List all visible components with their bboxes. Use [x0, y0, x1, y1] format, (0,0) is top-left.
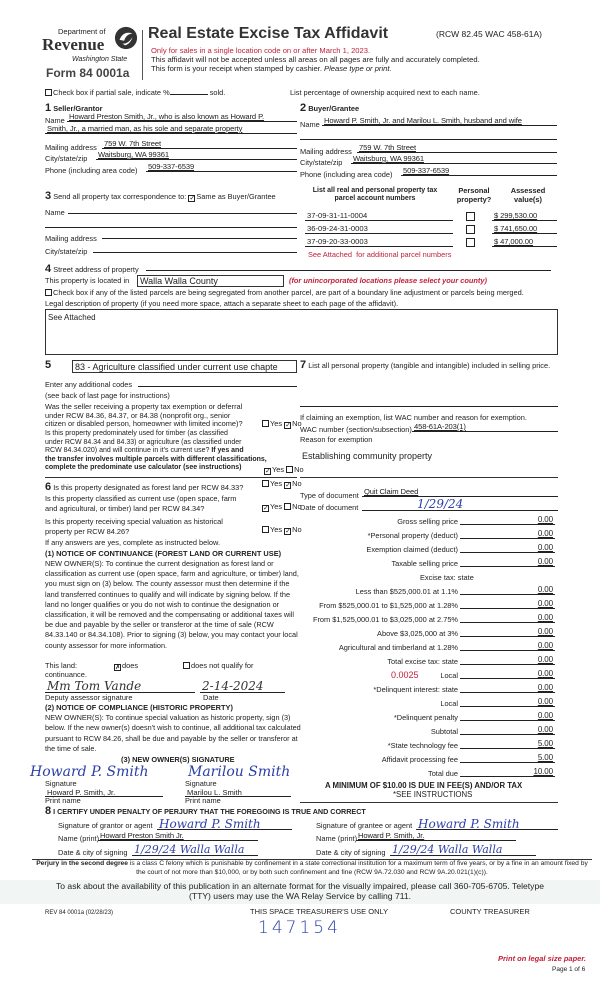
print-name-label: Print name: [45, 796, 81, 805]
timber-yes-no: ✓Yes No: [265, 465, 304, 475]
yes-instructions: If any answers are yes, complete as instructed below.: [45, 538, 220, 547]
document-date-label: Date of document: [300, 503, 359, 512]
seller-heading: 1 Seller/Grantor: [45, 102, 103, 114]
parcel-number-field[interactable]: 37-09-20-33-0003: [305, 237, 453, 247]
tax-row-label: From $525,000.01 to $1,525,000 at 1.28%: [319, 601, 458, 610]
washington-state-label: Washington State: [72, 56, 128, 63]
wac-label: WAC number (section/subsection): [300, 425, 412, 434]
tax-row-label: Local: [440, 699, 458, 708]
owner-2-print-name[interactable]: Marilou L. Smith: [185, 788, 291, 797]
exemption-yes-no: Yes ✓No: [262, 420, 302, 429]
current-use-yes-no: ✓Yes No: [263, 502, 302, 512]
located-label: This property is located in: [45, 276, 130, 285]
tax-row-label: Subtotal: [430, 727, 458, 736]
deputy-assessor-signature[interactable]: Mm Tom Vande: [45, 680, 195, 693]
legal-size-note: Print on legal size paper.: [498, 954, 586, 963]
corr-mail-field[interactable]: [102, 230, 297, 239]
buyer-mail-label: Mailing address: [300, 147, 352, 156]
tax-row-label: Agricultural and timberland at 1.28%: [338, 643, 458, 652]
tax-row-value[interactable]: 0.00: [460, 599, 555, 609]
timber-yes-checkbox[interactable]: ✓: [265, 468, 271, 475]
tax-row-label: Less than $525,000.01 at 1.1%: [355, 587, 458, 596]
forest-question: 6 Is this property designated as forest land per RCW 84.33?: [45, 481, 244, 493]
partial-percent-field[interactable]: [170, 94, 208, 95]
current-use-no-checkbox[interactable]: [284, 503, 291, 510]
reason-value[interactable]: Establishing community property: [302, 451, 433, 461]
tax-row-label: Local: [440, 671, 458, 680]
seller-city-label: City/state/zip: [45, 154, 88, 163]
tax-row-label: Exemption claimed (deduct): [366, 545, 458, 554]
document-date-field[interactable]: 1/29/24: [362, 498, 558, 511]
tax-row-label: *State technology fee: [387, 741, 458, 750]
parcel-col-header: List all real and personal property tax parcel account numbers: [312, 187, 438, 203]
grantee-date-city[interactable]: 1/29/24 Walla Walla: [390, 843, 536, 856]
buyer-name-field-2[interactable]: [300, 130, 557, 140]
segregation-checkbox[interactable]: [45, 289, 52, 296]
land-use-code-select[interactable]: 83 - Agriculture classified under current use chapte: [72, 360, 297, 373]
buyer-heading: 2 Buyer/Grantee: [300, 102, 360, 114]
tax-row-value[interactable]: 0.00: [460, 627, 555, 637]
personal-property-checkbox[interactable]: [466, 212, 475, 221]
county-select[interactable]: Walla Walla County: [137, 275, 284, 287]
personal-property-checkbox[interactable]: [466, 225, 475, 234]
continuance-text: NEW OWNER(S): To continue the current designation as forest land or classification as current use (open space, farm and agriculture, or timber) land, you must sign on (3) below. The county assessor must then determine if the land transferred continues to qualify and will indicate by signing below. If the land no longer qualifies or you do not wish to continue the designation or classification, it will be removed and the compensating or additional taxes will be due and payable by the seller or transferor at the time of sale (RCW 84.33.140 or 84.34.108). Prior to signing (3) below, you may contact your local county assessor for more information.: [45, 559, 299, 650]
dept-label: Department of: [58, 27, 106, 36]
sales-notice: Only for sales in a single location code on or after March 1, 2023.: [151, 46, 371, 55]
tax-row-label: *Delinquent interest: state: [373, 685, 458, 694]
grantor-date-city[interactable]: 1/29/24 Walla Walla: [132, 843, 258, 856]
owner-1-print-name[interactable]: Howard P. Smith, Jr.: [45, 788, 163, 797]
tax-row-label: *Delinquent penalty: [393, 713, 458, 722]
partial-sale-checkbox[interactable]: [45, 89, 52, 96]
owner-1-signature[interactable]: Howard P. Smith: [30, 764, 149, 780]
revenue-logo-text: Revenue: [42, 35, 105, 54]
assessor-date[interactable]: 2-14-2024: [200, 680, 285, 693]
personal-property-checkbox[interactable]: [466, 238, 475, 247]
signature-label: Signature: [45, 778, 77, 788]
reason-label: Reason for exemption: [300, 435, 373, 444]
exemption-instructions: If claiming an exemption, list WAC number and reason for exemption.: [300, 413, 527, 422]
page-number: Page 1 of 6: [552, 966, 586, 973]
street-address-field[interactable]: [146, 263, 551, 271]
tax-row-value[interactable]: 0.00: [460, 697, 555, 707]
tax-row-label: Total excise tax: state: [387, 657, 458, 666]
tax-row-value[interactable]: 0.00: [460, 641, 555, 651]
exemption-yes-checkbox[interactable]: [262, 420, 269, 427]
parcel-number-field[interactable]: 37-09-31-11-0004: [305, 211, 453, 221]
grantor-name-field[interactable]: Howard Preston Smith Jr.: [98, 831, 258, 841]
form-title: Real Estate Excise Tax Affidavit: [148, 25, 389, 42]
legal-description-field[interactable]: See Attached: [45, 309, 558, 355]
assessor-date-label: Date: [203, 693, 219, 702]
partial-sale: Check box if partial sale, indicate % sold.: [45, 89, 225, 98]
tax-row-label: Total due: [428, 769, 458, 778]
wac-number-field[interactable]: 458-61A-203(1): [412, 422, 558, 432]
county-treasurer-label: COUNTY TREASURER: [450, 907, 530, 916]
seller-name-field-2[interactable]: Smith, Jr., a married man, as his sole and separate property: [45, 124, 297, 134]
grantor-signature-label: Signature of grantor or agent: [58, 821, 153, 830]
local-tax-rate: 0.0025: [391, 670, 419, 680]
grantee-signature-label: Signature of grantee or agent: [316, 821, 413, 830]
seller-name-field[interactable]: Howard Preston Smith, Jr., who is also known as Howard P.: [67, 112, 297, 122]
same-as-buyer-checkbox[interactable]: ✓: [189, 195, 196, 202]
rcw-reference: (RCW 82.45 WAC 458-61A): [436, 29, 542, 39]
historic-question: Is this property receiving special valuation as historical property per RCW 84.26?: [45, 517, 223, 536]
corr-name-field-2[interactable]: [45, 219, 297, 228]
accessibility-notice: To ask about the availability of this publication in an alternate format for the visually impaired, please call 360-705-6705. Teletype (TTY) users may use the WA Relay Service by calling 711.: [55, 881, 545, 901]
document-type-label: Type of document: [300, 491, 359, 500]
street-address-label: 4 Street address of property: [45, 263, 139, 275]
buyer-mail-field[interactable]: 759 W. 7th Street: [357, 143, 557, 153]
tax-row-label: Above $3,025,000 at 3%: [377, 629, 458, 638]
forest-yes-no: Yes ✓No: [262, 480, 302, 489]
timber-no-checkbox[interactable]: [286, 466, 293, 473]
divider: [300, 802, 558, 803]
grantor-date-label: Date & city of signing: [58, 848, 128, 857]
corr-city-label: City/state/zip: [45, 247, 88, 256]
signature-label: Signature: [185, 778, 217, 788]
receipt-notice: This form is your receipt when stamped by cashier. Please type or print.: [151, 64, 392, 73]
buyer-phone-label: Phone (including area code): [300, 170, 393, 179]
grantor-signature[interactable]: Howard P. Smith: [157, 818, 292, 830]
receipt-number: 147154: [258, 918, 341, 938]
additional-codes-label: Enter any additional codes: [45, 380, 133, 389]
owner-2-signature[interactable]: Marilou Smith: [188, 764, 291, 780]
grantor-name-label: Name (print): [58, 834, 100, 843]
certification-heading: 8 I CERTIFY UNDER PENALTY OF PERJURY THAT THE FOREGOING IS TRUE AND CORRECT: [45, 805, 366, 817]
corr-mail-label: Mailing address: [45, 234, 97, 243]
accept-notice: This affidavit will not be accepted unless all areas on all pages are fully and accurately completed.: [151, 55, 480, 64]
this-land-label: This land:: [45, 661, 78, 670]
new-owner-signature-title: (3) NEW OWNER(S) SIGNATURE: [121, 755, 235, 764]
correspondence-heading: 3 Send all property tax correspondence to: ✓Same as Buyer/Grantee: [45, 190, 276, 202]
tax-row-value[interactable]: 0.00: [460, 515, 555, 525]
deputy-signature-label: Deputy assessor signature: [45, 693, 133, 702]
tax-row-value[interactable]: 0.00: [460, 543, 555, 553]
buyer-phone-field[interactable]: 509-337-6539: [401, 166, 557, 176]
tax-row-value[interactable]: 0.00: [460, 529, 555, 539]
exemption-question: Was the seller receiving a property tax exemption or deferral under RCW 84.36, 84.37, or 84.38 (nonprofit org., senior citizen or disabled person, homeowner with limited income)?: [45, 402, 243, 429]
tax-row-label: *Personal property (deduct): [367, 531, 458, 540]
treasurer-use-label: THIS SPACE TREASURER'S USE ONLY: [250, 907, 389, 916]
reason-line: [300, 477, 558, 478]
buyer-city-field[interactable]: Waitsburg, WA 99361: [351, 154, 557, 164]
does-not-option: does not qualify for: [183, 662, 253, 671]
tax-row-value[interactable]: 0.00: [460, 725, 555, 735]
tax-row-value[interactable]: 0.00: [460, 683, 555, 693]
grantee-name-field[interactable]: Howard P. Smith, Jr.: [356, 831, 516, 841]
seller-mail-label: Mailing address: [45, 143, 97, 152]
personal-property-label: 7 List all personal property (tangible and intangible) included in selling price.: [300, 359, 551, 371]
historic-yes-no: Yes ✓No: [262, 526, 302, 535]
personal-property-field[interactable]: [300, 398, 558, 407]
tax-row-value[interactable]: 0.00: [460, 711, 555, 721]
dor-logo-icon: [114, 26, 138, 50]
seller-mail-field[interactable]: 759 W. 7th Street: [102, 139, 297, 149]
continuance-title: (1) NOTICE OF CONTINUANCE (FOREST LAND OR CURRENT USE): [45, 549, 282, 558]
current-use-question: Is this property classified as current use (open space, farm and agricultural, or timber) land per RCW 84.34?: [45, 494, 237, 513]
seller-phone-field[interactable]: 509-337-6539: [146, 162, 297, 172]
section-divider: [45, 477, 297, 478]
does-option: ✗does: [115, 661, 139, 671]
assessed-value-field[interactable]: $ 299,530.00: [492, 211, 557, 221]
buyer-name-field[interactable]: Howard P. Smith, Jr. and Marilou L. Smith, husband and wife: [322, 116, 557, 126]
seller-phone-label: Phone (including area code): [45, 166, 138, 175]
corr-name-field[interactable]: [68, 205, 297, 214]
tax-row-label: Excise tax: state: [420, 573, 474, 582]
seller-city-field[interactable]: Waitsburg, WA 99361: [96, 150, 297, 160]
compliance-title: (2) NOTICE OF COMPLIANCE (HISTORIC PROPERTY): [45, 703, 233, 712]
historic-no-checkbox[interactable]: ✓: [285, 528, 291, 535]
historic-yes-checkbox[interactable]: [262, 526, 269, 533]
does-checkbox[interactable]: ✗: [115, 664, 121, 671]
form-number: Form 84 0001a: [46, 66, 130, 80]
additional-parcels-note: See Attached for additional parcel numbers: [308, 250, 452, 259]
forest-yes-checkbox[interactable]: [262, 480, 269, 487]
grantee-signature[interactable]: Howard P. Smith: [416, 818, 558, 830]
corr-name-label: Name: [45, 208, 65, 217]
tax-row-value[interactable]: 0.00: [460, 557, 555, 567]
grantee-date-label: Date & city of signing: [316, 848, 386, 857]
tax-row-value[interactable]: 0.00: [460, 585, 555, 595]
seller-name-label: Name: [45, 116, 65, 125]
corr-city-field[interactable]: [93, 244, 297, 253]
grantee-name-label: Name (print): [316, 834, 358, 843]
tax-row-label: Affidavit processing fee: [381, 755, 458, 764]
tax-row-value[interactable]: 5.00: [460, 739, 555, 749]
tax-row-label: From $1,525,000.01 to $3,025,000 at 2.75%: [312, 615, 458, 624]
assessed-value-field[interactable]: $ 741,650.00: [492, 224, 557, 234]
see-instructions-note: *SEE INSTRUCTIONS: [393, 790, 473, 799]
revision-label: REV 84 0001a (02/28/23): [45, 910, 114, 916]
personal-col-header: Personal property?: [456, 186, 492, 204]
print-name-label: Print name: [185, 796, 221, 805]
timber-question: Is this property predominately used for timber (as classified under RCW 84.34 and 84.33) or agriculture (as classified under RCW 84.34.020) and will continue in it's current use? If yes and the transfer involves multiple parcels with different classifications, complete the predominate use calculator (see instructions): [45, 430, 267, 472]
segregation-option: Check box if any of the listed parcels are being segregated from another parcel, are part of a boundary line adjustment or parcels being merged.: [45, 289, 524, 298]
instructions-note: (see back of last page for instructions): [45, 391, 170, 400]
ownership-note: List percentage of ownership acquired next to each name.: [290, 88, 480, 97]
county-note: (for unincorporated locations please select your county): [289, 276, 487, 285]
section-5-number: 5: [45, 359, 52, 371]
assessed-value-field[interactable]: $ 47,000.00: [492, 237, 557, 247]
tax-row-value[interactable]: 0.00: [460, 613, 555, 623]
tax-row-label: Gross selling price: [397, 517, 458, 526]
additional-codes-field[interactable]: [138, 378, 297, 387]
tax-row-value[interactable]: 0.00: [460, 669, 555, 679]
forest-no-checkbox[interactable]: ✓: [285, 482, 291, 489]
minimum-due-note: A MINIMUM OF $10.00 IS DUE IN FEE(S) AND/OR TAX: [325, 781, 523, 790]
buyer-city-label: City/state/zip: [300, 158, 343, 167]
tax-row-label: Taxable selling price: [391, 559, 458, 568]
perjury-notice: Perjury in the second degree is a class C felony which is punishable by confinement in a state correctional institution for a maximum term of five years, or by a fine in an amount fixed by the court of not more than $10,000, or by both such confinement and fine (RCW 9A.72.030 and RCW 9A.20.021(1)(c)).: [36, 860, 588, 876]
does-not-checkbox[interactable]: [183, 662, 190, 669]
exemption-no-checkbox[interactable]: ✓: [285, 422, 291, 429]
legal-description-label: Legal description of property (if you need more space, attach a separate sheet to each page of the affidavit).: [45, 299, 399, 308]
assessed-col-header: Assessed value(s): [510, 186, 546, 204]
document-type-field[interactable]: Quit Claim Deed: [362, 487, 558, 497]
compliance-text: NEW OWNER(S): To continue special valuation as historic property, sign (3) below. If the new owner(s) doesn't wish to continue, all additional tax calculated pursuant to RCW 84.26, shall be due and payable by the seller or transferor at the time of sale.: [45, 713, 301, 754]
tax-row-value[interactable]: 0.00: [460, 655, 555, 665]
tax-row-value[interactable]: 5.00: [460, 753, 555, 763]
parcel-number-field[interactable]: 36-09-24-31-0003: [305, 224, 453, 234]
continuance-label: continuance.: [45, 670, 87, 679]
buyer-name-label: Name: [300, 120, 320, 129]
tax-row-value[interactable]: 10.00: [460, 767, 555, 777]
current-use-yes-checkbox[interactable]: ✓: [263, 505, 269, 512]
header-divider: [142, 30, 143, 80]
